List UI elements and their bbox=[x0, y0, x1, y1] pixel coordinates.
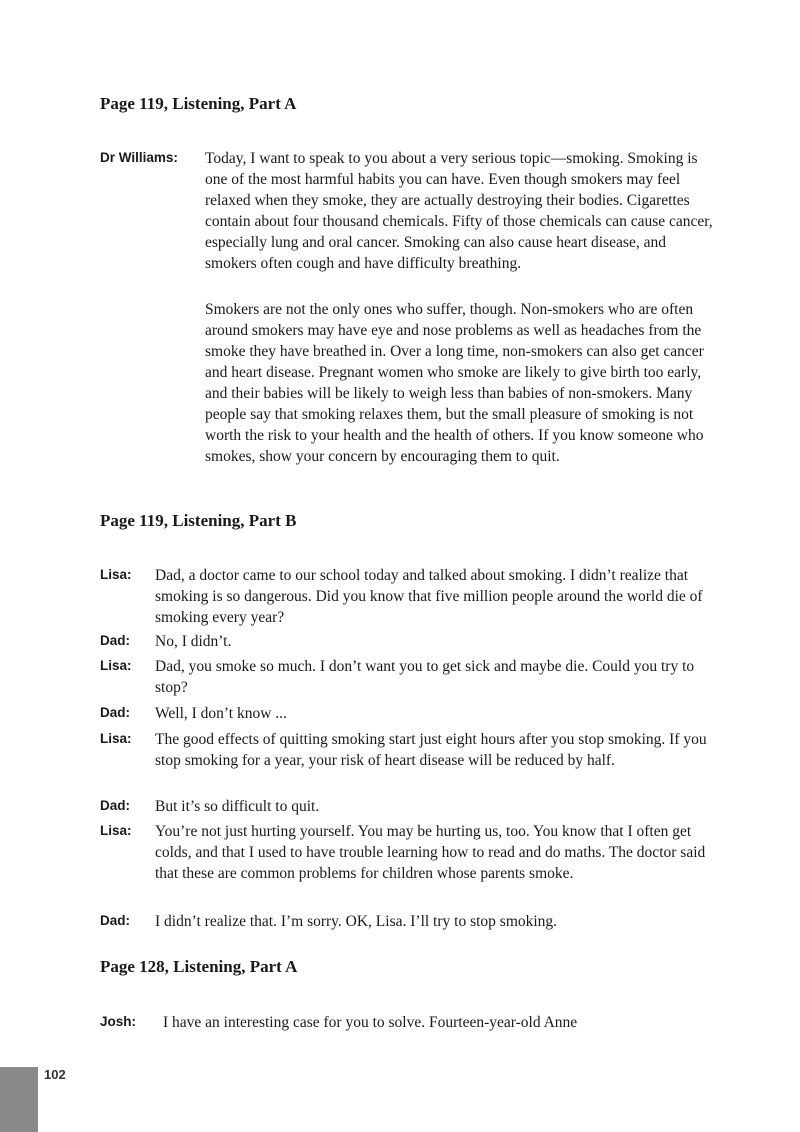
speaker-label: Dad: bbox=[100, 798, 130, 813]
section-heading-128-part-a: Page 128, Listening, Part A bbox=[100, 957, 298, 976]
dialogue-paragraph: Smokers are not the only ones who suffer, though. Non-smokers who are often around smokers may have eye and nose problems as well as headaches from the smoke they have breathed in. Over a long time, non-smokers can also get cancer and heart disease. Pregnant women who smoke are likely to give birth too early, and their babies will be likely to weigh less than babies of non-smokers. Many people say that smoking relaxes them, but the small pleasure of smoking is not worth the risk to your health and the health of others. If you know someone who smokes, show your concern by encouraging them to quit. bbox=[205, 301, 704, 465]
dialogue-line: But it’s so difficult to quit. bbox=[155, 798, 320, 815]
speaker-label: Dad: bbox=[100, 633, 130, 648]
section-heading-119-part-b: Page 119, Listening, Part B bbox=[100, 511, 297, 530]
page-tab-marker bbox=[0, 1067, 38, 1132]
speaker-label: Lisa: bbox=[100, 823, 132, 838]
speaker-label: Lisa: bbox=[100, 658, 132, 673]
speaker-label: Lisa: bbox=[100, 567, 132, 582]
section-heading-119-part-a: Page 119, Listening, Part A bbox=[100, 94, 297, 113]
dialogue-line: I didn’t realize that. I’m sorry. OK, Lisa. I’ll try to stop smoking. bbox=[155, 913, 558, 930]
speaker-label: Josh: bbox=[100, 1014, 137, 1029]
dialogue-line: No, I didn’t. bbox=[155, 633, 232, 650]
dialogue-line: Dad, a doctor came to our school today and talked about smoking. I didn’t realize that smoking is so dangerous. Did you know that five million people around the world die of smoking every year? bbox=[155, 567, 703, 626]
dialogue-line: Dad, you smoke so much. I don’t want you to get sick and maybe die. Could you try to stop? bbox=[155, 658, 695, 696]
dialogue-paragraph: Today, I want to speak to you about a very serious topic—smoking. Smoking is one of the most harmful habits you can have. Even though smokers may feel relaxed when they smoke, they are actually destroying their bodies. Cigarettes contain about four thousand chemicals. Fifty of those chemicals can cause cancer, especially lung and oral cancer. Smoking can also cause heart disease, and smokers often cough and have difficulty breathing. bbox=[205, 150, 713, 272]
speaker-label: Dr Williams: bbox=[100, 150, 178, 165]
speaker-label: Lisa: bbox=[100, 731, 132, 746]
dialogue-line: You’re not just hurting yourself. You may be hurting us, too. You know that I often get colds, and that I used to have trouble learning how to read and do maths. The doctor said that these are common problems for children whose parents smoke. bbox=[155, 823, 706, 882]
dialogue-line: Well, I don’t know ... bbox=[155, 705, 287, 722]
speaker-label: Dad: bbox=[100, 913, 130, 928]
dialogue-line: The good effects of quitting smoking start just eight hours after you stop smoking. If you stop smoking for a year, your risk of heart disease will be reduced by half. bbox=[155, 731, 707, 769]
dialogue-line: I have an interesting case for you to solve. Fourteen-year-old Anne bbox=[163, 1014, 578, 1031]
page-number: 102 bbox=[44, 1067, 66, 1082]
speaker-label: Dad: bbox=[100, 705, 130, 720]
